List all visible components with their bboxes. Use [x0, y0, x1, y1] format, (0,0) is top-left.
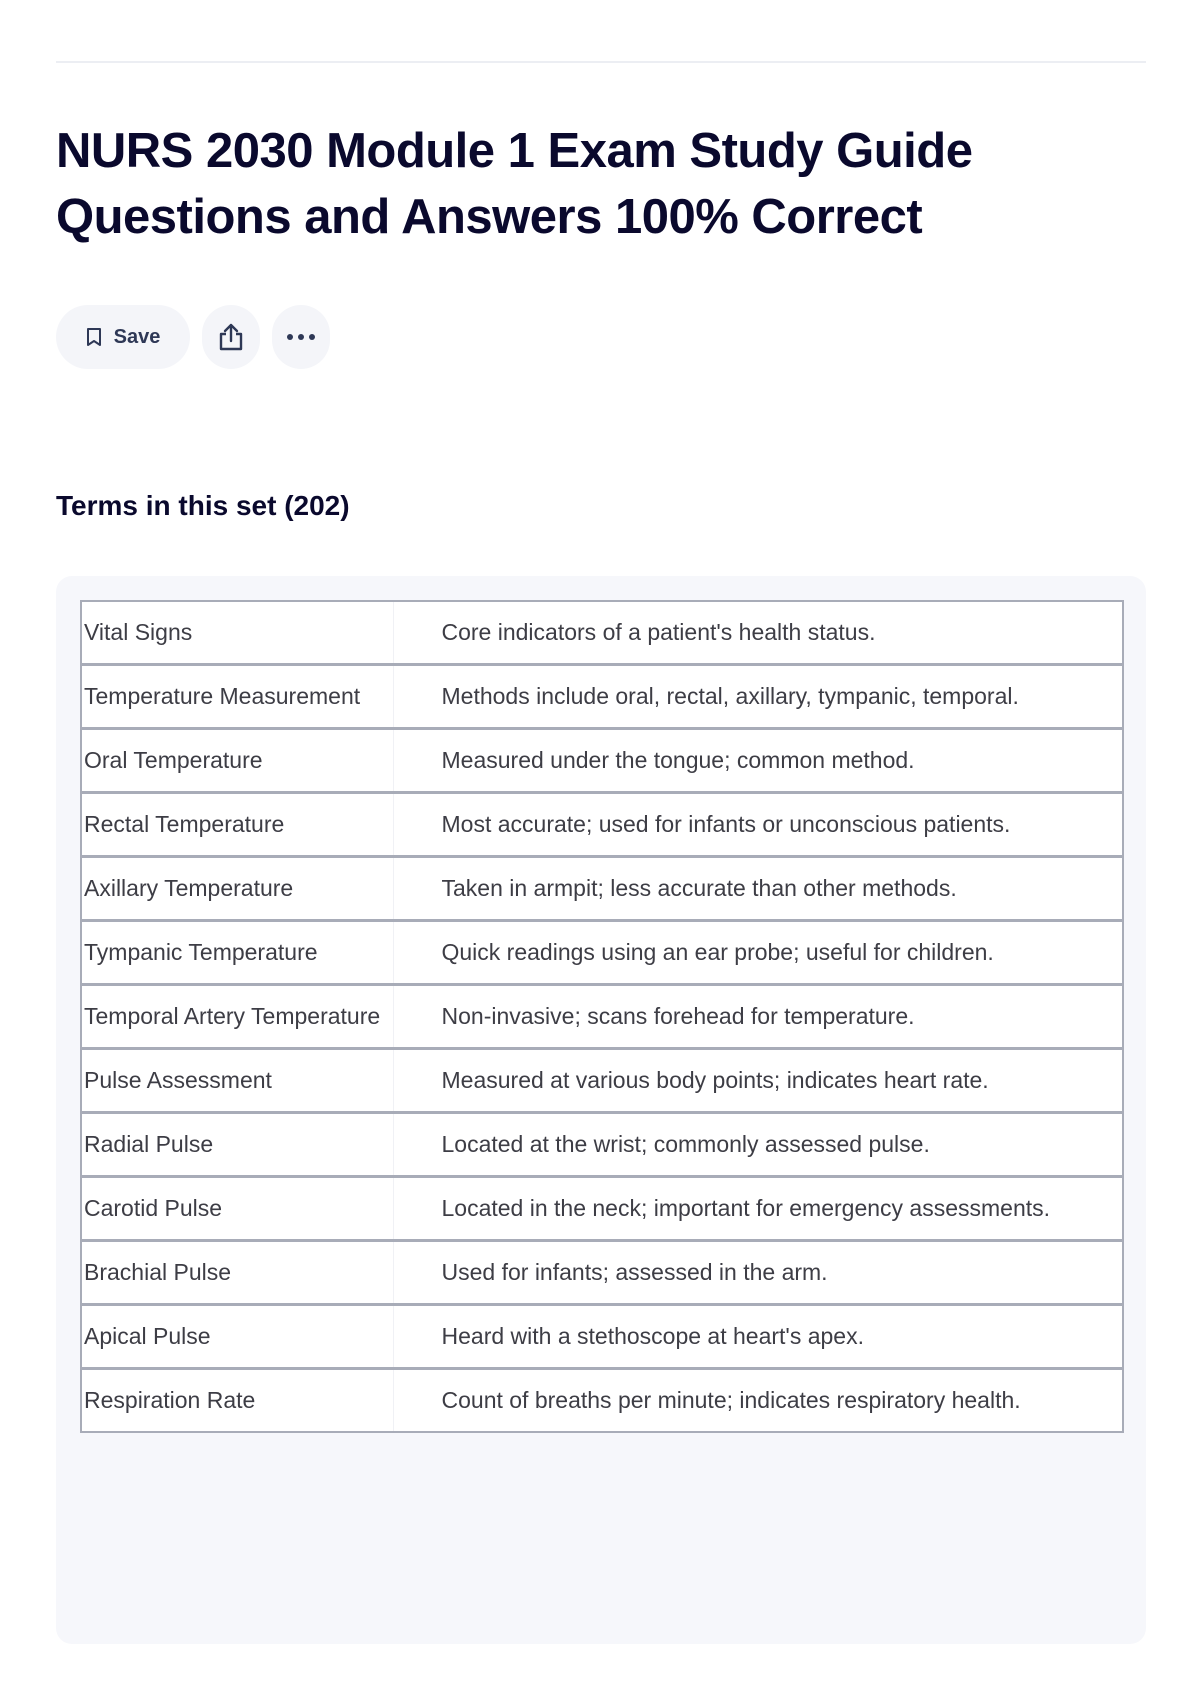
term-cell: Pulse Assessment — [81, 1049, 393, 1113]
share-icon — [218, 322, 244, 352]
table-row — [81, 793, 1123, 857]
definition-cell: Located at the wrist; commonly assessed pulse. — [441, 1131, 930, 1157]
table-row — [81, 601, 1123, 665]
bookmark-icon — [86, 327, 102, 347]
set-actions — [56, 305, 330, 369]
definition-cell: Measured at various body points; indicates heart rate. — [441, 1067, 989, 1093]
term-cell: Vital Signs — [81, 601, 393, 665]
table-row — [81, 665, 1123, 729]
term-cell: Temporal Artery Temperature — [81, 985, 393, 1049]
page-title: NURS 2030 Module 1 Exam Study Guide Questions and Answers 100% Correct — [56, 124, 973, 244]
term-cell: Axillary Temperature — [81, 857, 393, 921]
definition-cell: Taken in armpit; less accurate than other methods. — [441, 875, 957, 901]
definition-cell: Most accurate; used for infants or unconscious patients. — [441, 811, 1011, 837]
save-button[interactable] — [56, 305, 190, 369]
more-options-button[interactable] — [272, 305, 330, 369]
term-cell: Tympanic Temperature — [81, 921, 393, 985]
term-cell: Respiration Rate — [81, 1369, 393, 1433]
save-button-label: Save — [113, 325, 161, 348]
definition-cell: Measured under the tongue; common method. — [441, 747, 915, 773]
term-cell: Oral Temperature — [81, 729, 393, 793]
table-row — [81, 857, 1123, 921]
table-row — [81, 1113, 1123, 1177]
terms-heading: Terms in this set (202) — [56, 490, 350, 521]
term-cell: Radial Pulse — [81, 1113, 393, 1177]
definition-cell: Located in the neck; important for emergency assessments. — [441, 1195, 1051, 1221]
definition-cell: Non-invasive; scans forehead for temperature. — [441, 1003, 915, 1029]
definition-cell: Heard with a stethoscope at heart's apex. — [441, 1323, 864, 1349]
terms-table — [80, 600, 1124, 1433]
definition-cell: Quick readings using an ear probe; useful for children. — [441, 939, 994, 965]
definition-cell: Used for infants; assessed in the arm. — [441, 1259, 828, 1285]
table-row — [81, 1369, 1123, 1433]
table-row — [81, 729, 1123, 793]
term-cell: Carotid Pulse — [81, 1177, 393, 1241]
table-row — [81, 985, 1123, 1049]
table-row — [81, 1049, 1123, 1113]
definition-cell: Core indicators of a patient's health status. — [441, 619, 876, 645]
share-button[interactable] — [202, 305, 260, 369]
top-divider — [56, 61, 1146, 63]
term-cell: Temperature Measurement — [81, 665, 393, 729]
table-row — [81, 1241, 1123, 1305]
more-icon — [286, 333, 316, 341]
table-row — [81, 1305, 1123, 1369]
term-cell: Apical Pulse — [81, 1305, 393, 1369]
definition-cell: Methods include oral, rectal, axillary, tympanic, temporal. — [441, 683, 1019, 709]
term-cell: Rectal Temperature — [81, 793, 393, 857]
term-cell: Brachial Pulse — [81, 1241, 393, 1305]
table-row — [81, 921, 1123, 985]
table-row — [81, 1177, 1123, 1241]
definition-cell: Count of breaths per minute; indicates respiratory health. — [441, 1387, 1021, 1413]
